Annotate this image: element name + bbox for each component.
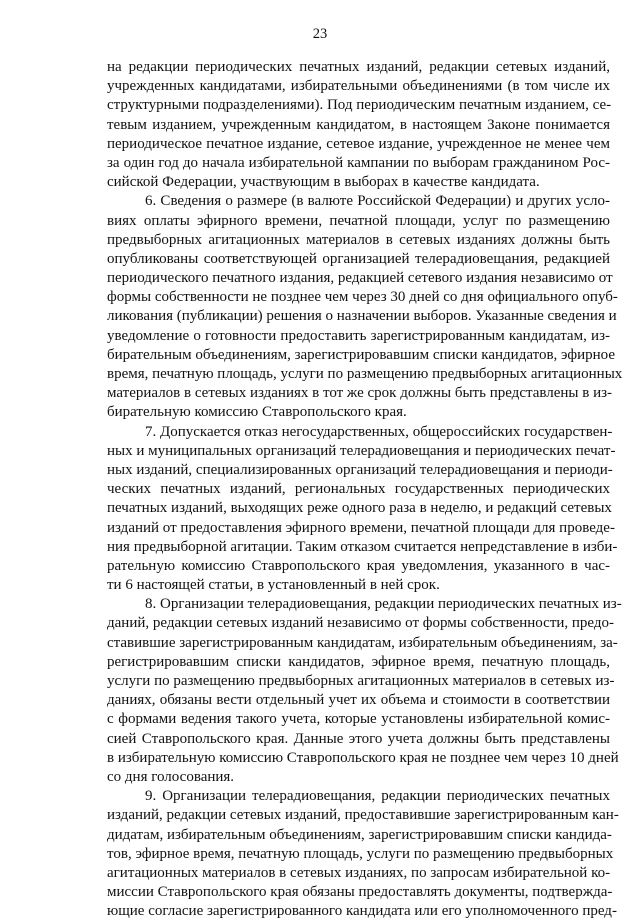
text-line: даниях, обязаны вести отдельный учет их объема и стоимости в соответствии xyxy=(107,692,610,709)
text-line: 9. Организации телерадиовещания, редакции периодических печатных xyxy=(145,788,610,805)
text-line: тов, эфирное время, печатную площадь, услуги по размещению предвыборных xyxy=(107,845,614,862)
text-line: даний, редакции сетевых изданий независимо от формы собственности, предо- xyxy=(107,615,615,632)
text-line: ных изданий, специализированных организаций телерадиовещания и периоди- xyxy=(107,461,613,478)
text-line: периодического печатного издания, редакцией сетевого издания независимо от xyxy=(107,270,613,287)
text-line: сией Ставропольского края. Данные этого учета должны быть представлены xyxy=(107,730,610,747)
text-line: регистрировавшим списки кандидатов, эфирное время, печатную площадь, xyxy=(107,653,610,670)
text-line: в избирательную комиссию Ставропольского края не позднее чем через 10 дней xyxy=(107,749,619,766)
text-line: на редакции периодических печатных изданий, редакции сетевых изданий, xyxy=(107,59,610,75)
text-line: 8. Организации телерадиовещания, редакции периодических печатных из- xyxy=(145,596,622,613)
text-line: ния предвыборной агитации. Таким отказом считается непредставление в изби- xyxy=(107,538,618,555)
text-line: ных и муниципальных организаций телерадиовещания и периодических печат- xyxy=(107,442,616,459)
text-line: ставившие зарегистрированным кандидатам, избирательным объединениям, за- xyxy=(107,634,618,651)
text-line: тевым изданием, учрежденным кандидатом, в настоящем Законе понимается xyxy=(107,116,610,133)
text-line: опубликованы соответствующей организацией телерадиовещания, редакцией xyxy=(107,250,610,267)
text-line: ти 6 настоящей статьи, в установленный в ней срок. xyxy=(107,577,440,594)
text-line: предвыборных агитационных материалов в сетевых изданиях должны быть xyxy=(107,231,610,248)
text-line: виях оплаты эфирного времени, печатной площади, услуг по размещению xyxy=(107,212,610,229)
text-line: ликования (публикации) решения о назначении выборов. Указанные сведения и xyxy=(107,308,617,325)
text-line: изданий, редакции сетевых изданий, предоставившие зарегистрированным кан- xyxy=(107,807,619,824)
text-line: со дня голосования. xyxy=(107,768,235,785)
text-line: структурными подразделениями). Под периодическим печатным изданием, се- xyxy=(107,97,612,114)
text-line: 7. Допускается отказ негосударственных, общероссийских государствен- xyxy=(145,423,613,440)
text-line: ющие согласие зарегистрированного кандидата или его уполномоченного пред- xyxy=(107,903,617,920)
text-line: печатных изданий, выходящих реже одного раза в неделю, и редакций сетевых xyxy=(107,500,612,517)
text-line: миссии Ставропольского края обязаны предоставлять документы, подтвержда- xyxy=(107,884,613,901)
text-line: уведомление о готовности предоставить зарегистрированным кандидатам, из- xyxy=(107,327,610,344)
text-line: сийской Федерации, участвующим в выборах в качестве кандидата. xyxy=(107,174,540,191)
document-body xyxy=(107,58,623,921)
text-line: за один год до начала избирательной кампании по выборам гражданином Рос- xyxy=(107,154,610,171)
text-line: рательную комиссию Ставропольского края уведомления, указанного в час- xyxy=(107,557,610,574)
text-line: бирательную комиссию Ставропольского края. xyxy=(107,404,407,421)
text-line: агитационных материалов в сетевых изданиях, по запросам избирательной ко- xyxy=(107,864,611,881)
text-line: с формами ведения такого учета, которые установлены избирательной комис- xyxy=(107,711,610,728)
text-line: формы собственности не позднее чем через 30 дней со дня официального опуб- xyxy=(107,289,618,306)
page-number: 23 xyxy=(312,26,328,42)
text-line: 6. Сведения о размере (в валюте Российской Федерации) и других усло- xyxy=(145,193,610,210)
text-line: дидатам, избирательным объединениям, зарегистрировавшим списки кандида- xyxy=(107,826,612,843)
text-line: бирательным объединениям, зарегистрировавшим списки кандидатов, эфирное xyxy=(107,346,616,363)
text-line: периодическое печатное издание, сетевое издание, учрежденное не менее чем xyxy=(107,135,610,152)
text-line: время, печатную площадь, услуги по размещению предвыборных агитационных xyxy=(107,366,623,382)
text-line: ческих печатных изданий, региональных государственных периодических xyxy=(107,481,610,498)
text-line: материалов в сетевых изданиях в тот же срок должны быть представлены в из- xyxy=(107,385,613,402)
text-line: услуги по размещению предвыборных агитационных материалов в сетевых из- xyxy=(107,673,615,689)
text-line: изданий от предоставления эфирного времени, печатной площади для проведе- xyxy=(107,519,615,536)
text-line: учрежденных кандидатами, избирательными объединениями (в том числе их xyxy=(107,78,610,95)
